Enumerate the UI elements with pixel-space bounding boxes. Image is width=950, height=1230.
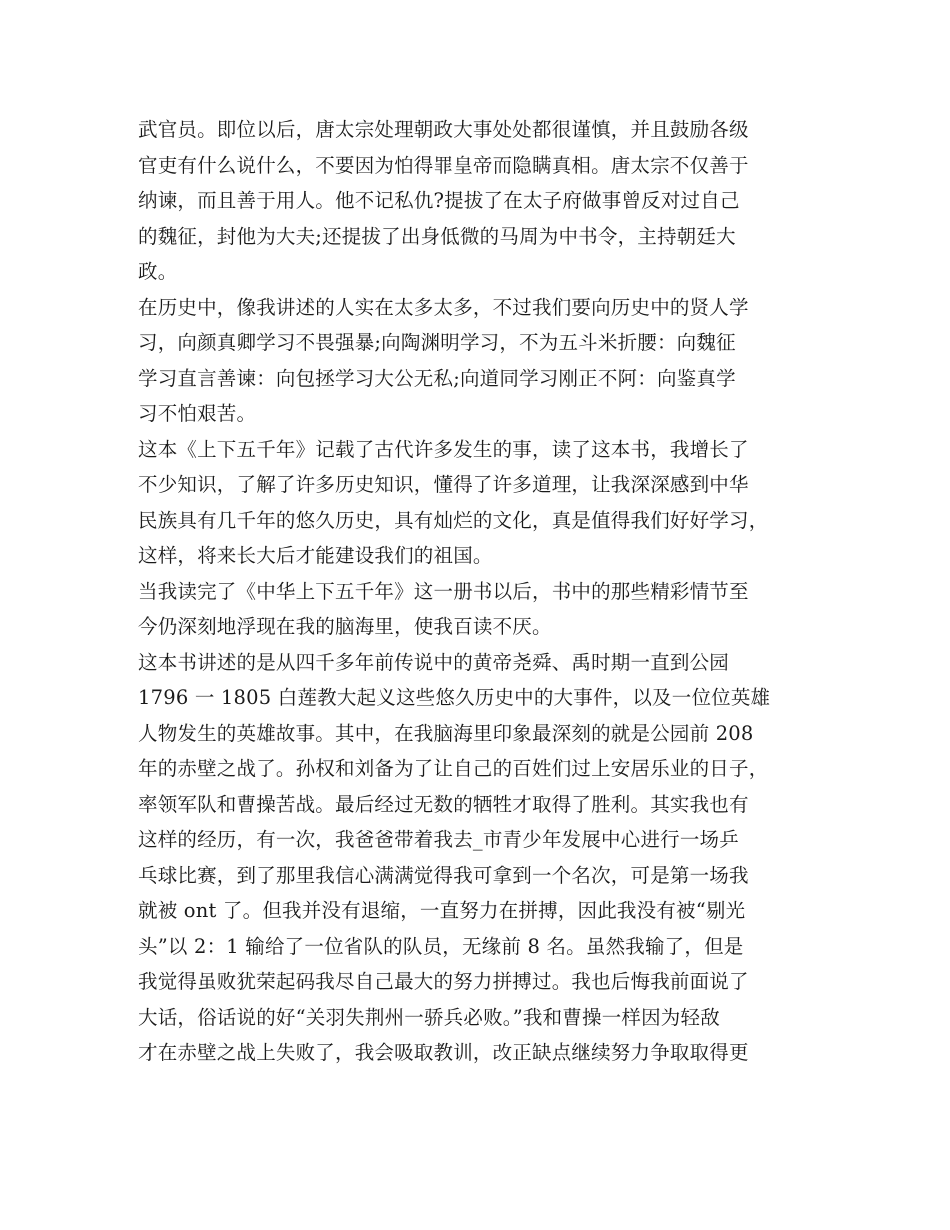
text-line: 这本《上下五千年》记载了古代许多发生的事，读了这本书，我增长了: [138, 437, 749, 461]
text-line: 官吏有什么说什么，不要因为怕得罪皇帝而隐瞒真相。唐太宗不仅善于: [138, 153, 749, 177]
text-line: 今仍深刻地浮现在我的脑海里，使我百读不厌。: [138, 615, 552, 638]
text-line: 习，向颜真卿学习不畏强暴;向陶渊明学习，不为五斗米折腰：向魏征: [138, 331, 736, 354]
text-line: 这样的经历，有一次，我爸爸带着我去_市青少年发展中心进行一场乒: [138, 828, 739, 851]
text-line: 才在赤壁之战上失败了，我会吸取教训，改正缺点继续努力争取取得更: [138, 1041, 749, 1064]
paragraph-5: [138, 645, 818, 1071]
text-line: 这本书讲述的是从四千多年前传说中的黄帝尧舜、禹时期一直到公园: [138, 650, 730, 674]
document-body: [138, 112, 818, 1071]
text-line: 民族具有几千年的悠久历史，具有灿烂的文化，真是值得我们好好学习，: [138, 508, 769, 532]
paragraph-1: [138, 112, 818, 290]
text-line: 乓球比赛，到了那里我信心满满觉得我可拿到一个名次，可是第一场我: [138, 863, 749, 887]
text-line: 当我读完了《中华上下五千年》这一册书以后，书中的那些精彩情节至: [138, 579, 749, 603]
text-line: 纳谏，而且善于用人。他不记私仇?提拔了在太子府做事曾反对过自己: [138, 189, 740, 212]
paragraph-4: [138, 574, 818, 645]
text-line: 大话，俗话说的好“关羽失荆州一骄兵必败。”我和曹操一样因为轻敌: [138, 1005, 720, 1029]
text-line: 率领军队和曹操苦战。最后经过无数的牺牲才取得了胜利。其实我也有: [138, 792, 749, 816]
text-line: 在历史中，像我讲述的人实在太多太多，不过我们要向历史中的贤人学: [138, 295, 749, 319]
text-line: 我觉得虽败犹荣起码我尽自己最大的努力拼搏过。我也后悔我前面说了: [138, 970, 749, 993]
text-line: 年的赤壁之战了。孙权和刘备为了让自己的百姓们过上安居乐业的日子，: [138, 757, 769, 780]
text-line: 不少知识，了解了许多历史知识，懂得了许多道理，让我深深感到中华: [138, 473, 749, 496]
text-line: 1796 一 1805 白莲教大起义这些悠久历史中的大事件，以及一位位英雄: [138, 686, 771, 709]
paragraph-3: [138, 432, 818, 574]
text-line: 习不怕艰苦。: [138, 402, 257, 425]
text-line: 人物发生的英雄故事。其中，在我脑海里印象最深刻的就是公园前 208: [138, 721, 754, 745]
paragraph-2: [138, 290, 818, 432]
text-line: 政。: [138, 260, 178, 283]
text-line: 武官员。即位以后，唐太宗处理朝政大事处处都很谨慎，并且鼓励各级: [138, 118, 749, 141]
text-line: 学习直言善谏：向包拯学习大公无私;向道同学习刚正不阿：向鉴真学: [138, 366, 736, 390]
text-line: 就被 ont 了。但我并没有退缩，一直努力在拼搏，因此我没有被“剔光: [138, 899, 746, 922]
text-line: 头”以 2：1 输给了一位省队的队员，无缘前 8 名。虽然我输了，但是: [138, 934, 744, 958]
text-line: 的魏征，封他为大夫;还提拔了出身低微的马周为中书令，主持朝廷大: [138, 224, 736, 248]
text-line: 这样，将来长大后才能建设我们的祖国。: [138, 544, 493, 567]
